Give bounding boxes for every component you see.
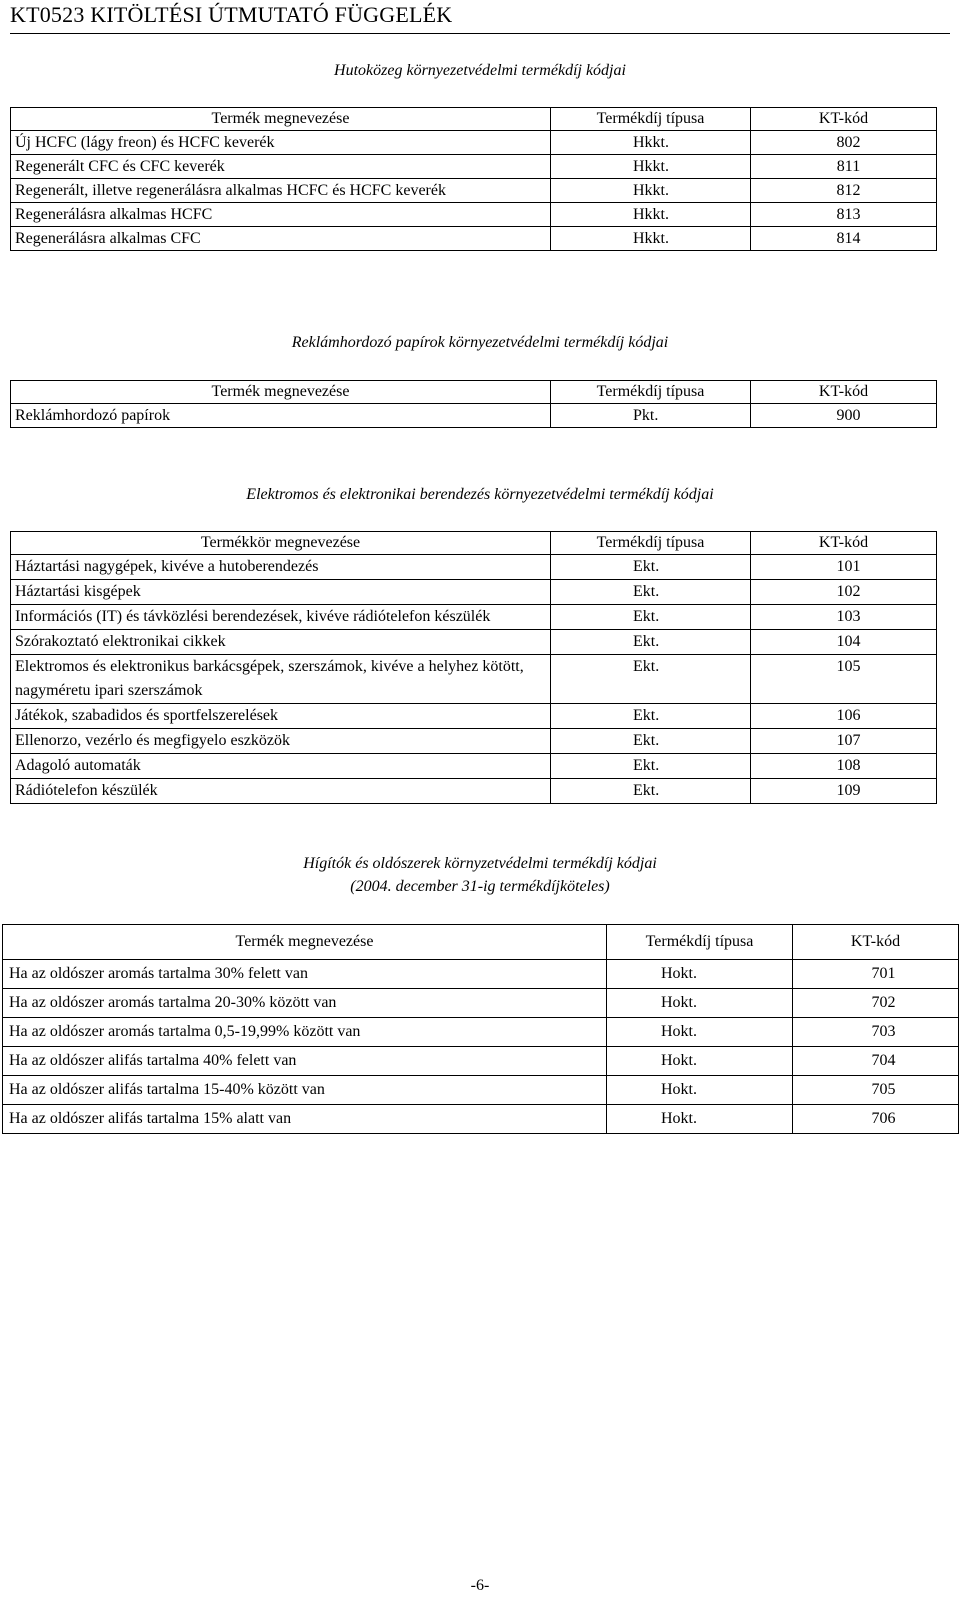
table-refrigerant: [10, 107, 937, 251]
table-row: Regenerálásra alkalmas HCFC Hkkt. 813: [11, 203, 937, 227]
column-header-product: Termék megnevezése: [3, 925, 607, 960]
page-header-title: KT0523 KITÖLTÉSI ÚTMUTATÓ FÜGGELÉK: [10, 2, 453, 27]
table-row: Új HCFC (lágy freon) és HCFC keverék Hkkt. 802: [11, 131, 937, 155]
table-row: Háztartási kisgépek Ekt. 102: [11, 580, 937, 605]
column-header-fee-type: Termékdíj típusa: [551, 381, 751, 404]
column-header-product-group: Termékkör megnevezése: [11, 532, 551, 555]
table-row: Ha az oldószer aromás tartalma 0,5-19,99% között van Hokt. 703: [3, 1018, 959, 1047]
table-row: Információs (IT) és távközlési berendezések, kivéve rádiótelefon készülék Ekt. 103: [11, 605, 937, 630]
table-row: Ha az oldószer aromás tartalma 20-30% között van Hokt. 702: [3, 989, 959, 1018]
table-row: Ha az oldószer alifás tartalma 15-40% között van Hokt. 705: [3, 1076, 959, 1105]
header-divider: [10, 33, 950, 34]
table-row: Regenerált CFC és CFC keverék Hkkt. 811: [11, 155, 937, 179]
table-row: Ha az oldószer alifás tartalma 15% alatt van Hokt. 706: [3, 1105, 959, 1134]
table-solvents: [2, 924, 959, 1134]
table-row: Ha az oldószer aromás tartalma 30% felett van Hokt. 701: [3, 960, 959, 989]
column-header-fee-type: Termékdíj típusa: [607, 925, 793, 960]
column-header-fee-type: Termékdíj típusa: [551, 532, 751, 555]
section-subtitle-solvents: (2004. december 31-ig termékdíjköteles): [350, 878, 610, 895]
section-title-advertising-paper: Reklámhordozó papírok környezetvédelmi termékdíj kódjai: [291, 334, 669, 351]
table-row: Regenerált, illetve regenerálásra alkalmas HCFC és HCFC keverék Hkkt. 812: [11, 179, 937, 203]
table-advertising-paper: [10, 380, 937, 428]
column-header-fee-type: Termékdíj típusa: [551, 108, 751, 131]
table-row: Regenerálásra alkalmas CFC Hkkt. 814: [11, 227, 937, 251]
table-row: Ellenorzo, vezérlo és megfigyelo eszközök Ekt. 107: [11, 729, 937, 754]
section-title-electronics: Elektromos és elektronikai berendezés környezetvédelmi termékdíj kódjai: [246, 486, 714, 503]
table-row: Elektromos és elektronikus barkácsgépek, szerszámok, kivéve a helyhez kötött, nagyméretu ipari szerszámok Ekt. 105: [11, 655, 937, 704]
table-row: Adagoló automaták Ekt. 108: [11, 754, 937, 779]
column-header-kt-code: KT-kód: [751, 532, 937, 555]
page-number: -6-: [470, 1577, 490, 1594]
table-row: Ha az oldószer alifás tartalma 40% felett van Hokt. 704: [3, 1047, 959, 1076]
table-row: Szórakoztató elektronikai cikkek Ekt. 104: [11, 630, 937, 655]
column-header-kt-code: KT-kód: [751, 381, 937, 404]
table-row: Háztartási nagygépek, kivéve a hutoberendezés Ekt. 101: [11, 555, 937, 580]
column-header-kt-code: KT-kód: [751, 108, 937, 131]
section-title-solvents: Hígítók és oldószerek környzetvédelmi termékdíj kódjai: [303, 855, 657, 872]
column-header-kt-code: KT-kód: [793, 925, 959, 960]
column-header-product: Termék megnevezése: [11, 381, 551, 404]
table-row: Játékok, szabadidos és sportfelszerelések Ekt. 106: [11, 704, 937, 729]
column-header-product: Termék megnevezése: [11, 108, 551, 131]
section-title-refrigerant: Hutoközeg környezetvédelmi termékdíj kódjai: [334, 62, 626, 79]
table-row: Reklámhordozó papírok Pkt. 900: [11, 404, 937, 428]
table-row: Rádiótelefon készülék Ekt. 109: [11, 779, 937, 804]
table-electronics: [10, 531, 937, 804]
